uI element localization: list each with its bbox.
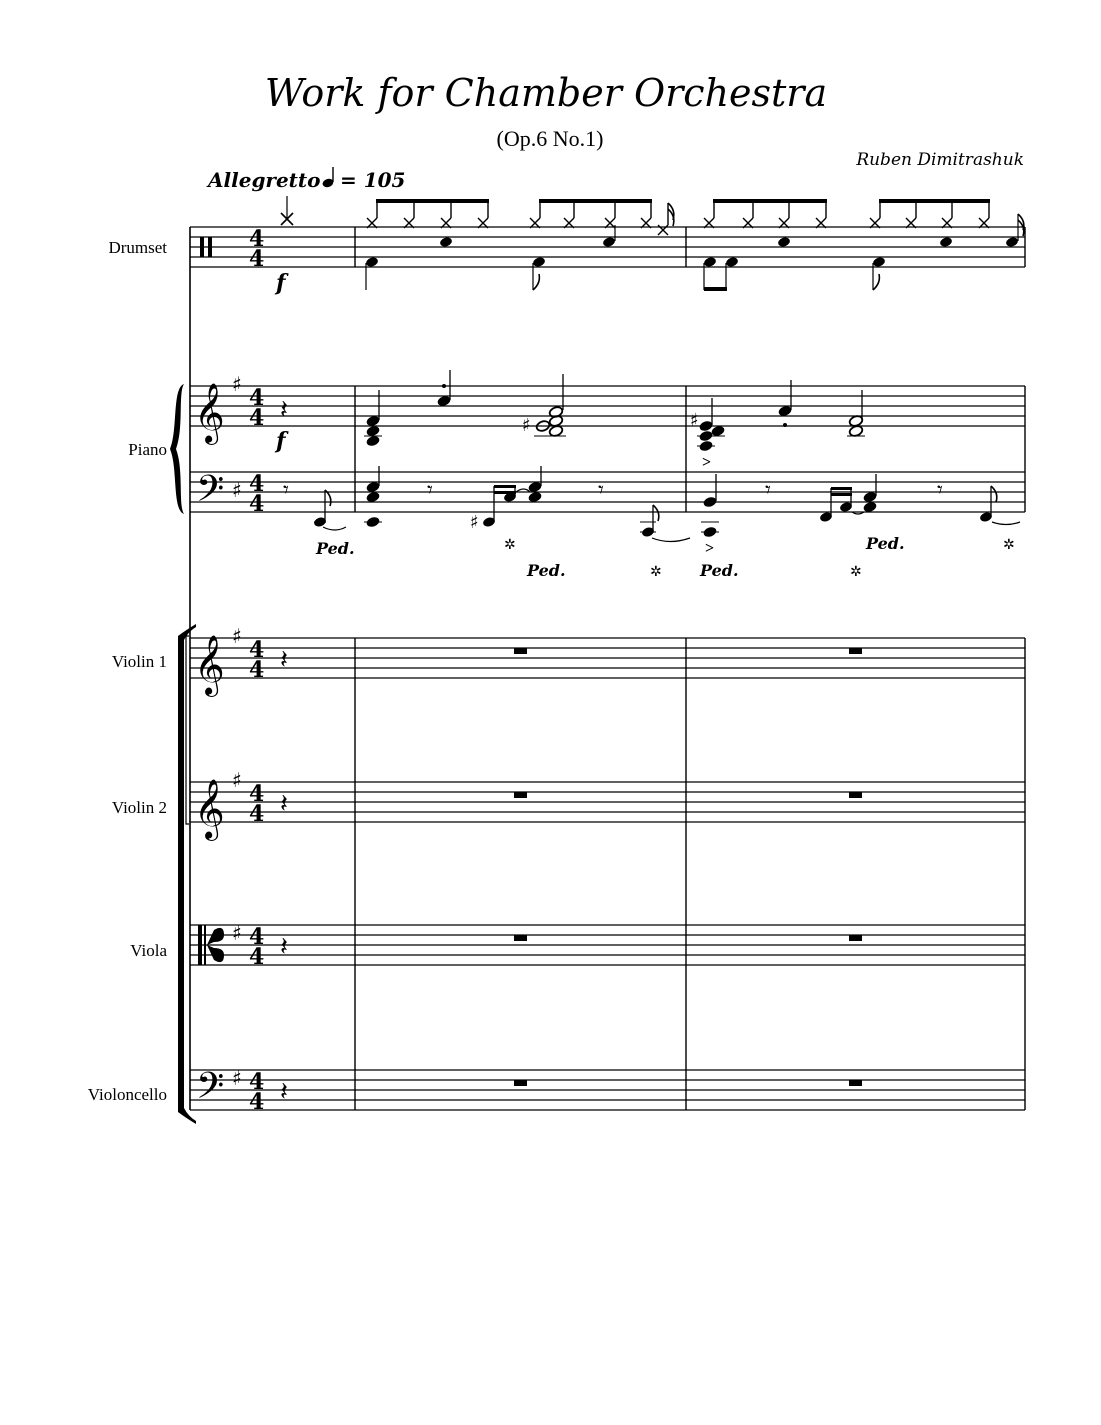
whole-rest-violin1-m3 — [849, 648, 862, 654]
pedal-release-icon: ✲ — [850, 564, 862, 580]
dynamic-forte-drumset: f — [276, 270, 286, 296]
eighth-rest-icon: 𝄾 — [427, 478, 433, 503]
drum-m2-kick — [365, 256, 546, 290]
time-signature-violin1 — [249, 637, 264, 683]
piece-title: Work for Chamber Orchestra — [264, 71, 828, 115]
eighth-rest-icon: 𝄾 — [765, 478, 771, 503]
sharp-icon: ♯ — [522, 415, 531, 436]
pedal-press-4: Ped. — [866, 534, 905, 553]
dynamic-forte-piano: f — [276, 428, 286, 454]
svg-text:4: 4 — [249, 637, 265, 663]
svg-text:4: 4 — [249, 385, 265, 411]
piano-treble-m2-chord1 — [364, 390, 382, 447]
piece-subtitle: (Op.6 No.1) — [496, 126, 604, 151]
whole-rest-violin2-m3 — [849, 792, 862, 798]
svg-text:4: 4 — [249, 491, 265, 517]
whole-rest-violin1-m2 — [514, 648, 527, 654]
whole-rest-viola-m3 — [849, 935, 862, 941]
sharp-icon: ♯ — [232, 1066, 242, 1090]
svg-text:4: 4 — [249, 1069, 265, 1095]
accent-icon: > — [705, 540, 715, 557]
instrument-name-violin2: Violin 2 — [111, 798, 167, 817]
strings-bracket — [178, 624, 196, 1124]
accent-icon: > — [702, 454, 712, 471]
quarter-rest-icon: 𝄽 — [280, 789, 288, 819]
instrument-name-violin1: Violin 1 — [111, 652, 167, 671]
svg-text:4: 4 — [249, 801, 265, 827]
time-signature-piano-treble — [249, 385, 264, 431]
staff-cello — [190, 1070, 1025, 1110]
svg-text:4: 4 — [249, 924, 265, 950]
piano-bass-m2-chord1 — [364, 466, 382, 528]
whole-rest-cello-m2 — [514, 1080, 527, 1086]
svg-text:4: 4 — [249, 226, 265, 252]
pedal-press-2: Ped. — [527, 561, 566, 580]
quarter-rest-icon — [280, 395, 288, 425]
sharp-icon: ♯ — [232, 921, 242, 945]
composer-name: Ruben Dimitrashuk — [856, 150, 1024, 170]
piano-bass-m3-chord1 — [701, 474, 719, 538]
quarter-note-icon — [321, 167, 334, 189]
time-signature-cello — [249, 1069, 264, 1115]
bass-clef-icon: 𝄢 — [196, 468, 225, 519]
whole-rest-violin2-m2 — [514, 792, 527, 798]
tempo-text: Allegretto — [208, 168, 321, 192]
pedal-press-3: Ped. — [700, 561, 739, 580]
sharp-icon: ♯ — [232, 768, 242, 792]
piano-bass-m3-chord2 — [862, 474, 877, 513]
treble-clef-icon: 𝄞 — [194, 779, 225, 839]
time-signature-viola — [249, 924, 264, 970]
eighth-rest-icon: 𝄾 — [283, 478, 289, 503]
svg-text:4: 4 — [249, 1089, 265, 1115]
staff-piano-bass — [190, 472, 1025, 512]
drum-m2-beams — [376, 199, 652, 203]
svg-text:4: 4 — [249, 657, 265, 683]
instrument-name-drumset: Drumset — [108, 238, 167, 257]
drum-m3-beams — [713, 199, 990, 203]
svg-text:4: 4 — [249, 246, 265, 272]
svg-text:4: 4 — [249, 781, 265, 807]
drum-m2-snare — [439, 236, 616, 248]
quarter-rest-icon: 𝄽 — [280, 645, 288, 675]
drum-pickup-crash — [281, 196, 293, 225]
staff-violin2 — [190, 782, 1025, 822]
pedal-release-icon: ✲ — [650, 564, 662, 580]
drum-m2-hihats — [367, 201, 668, 235]
sharp-icon: ♯ — [690, 410, 699, 431]
staff-piano-treble — [190, 386, 1025, 426]
piano-treble-m2-note2 — [436, 370, 451, 407]
instrument-name-viola: Viola — [130, 941, 167, 960]
tempo-value: = 105 — [340, 168, 406, 192]
sharp-icon: ♯ — [232, 478, 242, 502]
whole-rest-viola-m2 — [514, 935, 527, 941]
drum-m3-hihats — [704, 201, 989, 228]
svg-text:4: 4 — [249, 944, 265, 970]
eighth-rest-icon: 𝄾 — [937, 478, 943, 503]
sharp-icon: ♯ — [232, 624, 242, 648]
treble-clef-icon: 𝄞 — [194, 635, 225, 695]
pedal-release-icon: ✲ — [1003, 537, 1015, 553]
drum-m3-snare — [777, 214, 1019, 248]
eighth-rest-icon: 𝄾 — [598, 478, 604, 503]
svg-text:𝄽: 𝄽 — [280, 395, 288, 425]
pedal-release-icon: ✲ — [504, 537, 516, 553]
sharp-icon: ♯ — [232, 372, 242, 396]
treble-clef-icon: 𝄞 — [194, 383, 225, 443]
staff-viola — [190, 925, 1025, 965]
drum-m3-kick — [703, 256, 886, 291]
bass-pickup-note — [313, 490, 346, 530]
bass-clef-icon: 𝄢 — [196, 1065, 225, 1116]
sharp-icon: ♯ — [470, 512, 479, 533]
time-signature-violin2 — [249, 781, 264, 827]
pedal-press-1: Ped. — [316, 539, 355, 558]
piano-treble-m3-note2 — [777, 380, 792, 427]
time-signature-piano-bass — [249, 471, 264, 517]
svg-text:4: 4 — [249, 405, 265, 431]
piano-brace — [170, 384, 184, 514]
violins-subbracket — [186, 636, 189, 824]
piano-treble-m3-chord3 — [847, 390, 865, 437]
instrument-name-cello: Violoncello — [87, 1085, 167, 1104]
piano-bass-m2-low — [640, 505, 690, 542]
time-signature-drumset — [249, 226, 264, 272]
staff-drumset — [190, 227, 1025, 267]
whole-rest-cello-m3 — [849, 1080, 862, 1086]
quarter-rest-icon: 𝄽 — [280, 932, 288, 962]
svg-text:4: 4 — [249, 471, 265, 497]
instrument-name-piano: Piano — [128, 440, 167, 459]
staff-violin1 — [190, 638, 1025, 678]
quarter-rest-icon: 𝄽 — [280, 1077, 288, 1107]
